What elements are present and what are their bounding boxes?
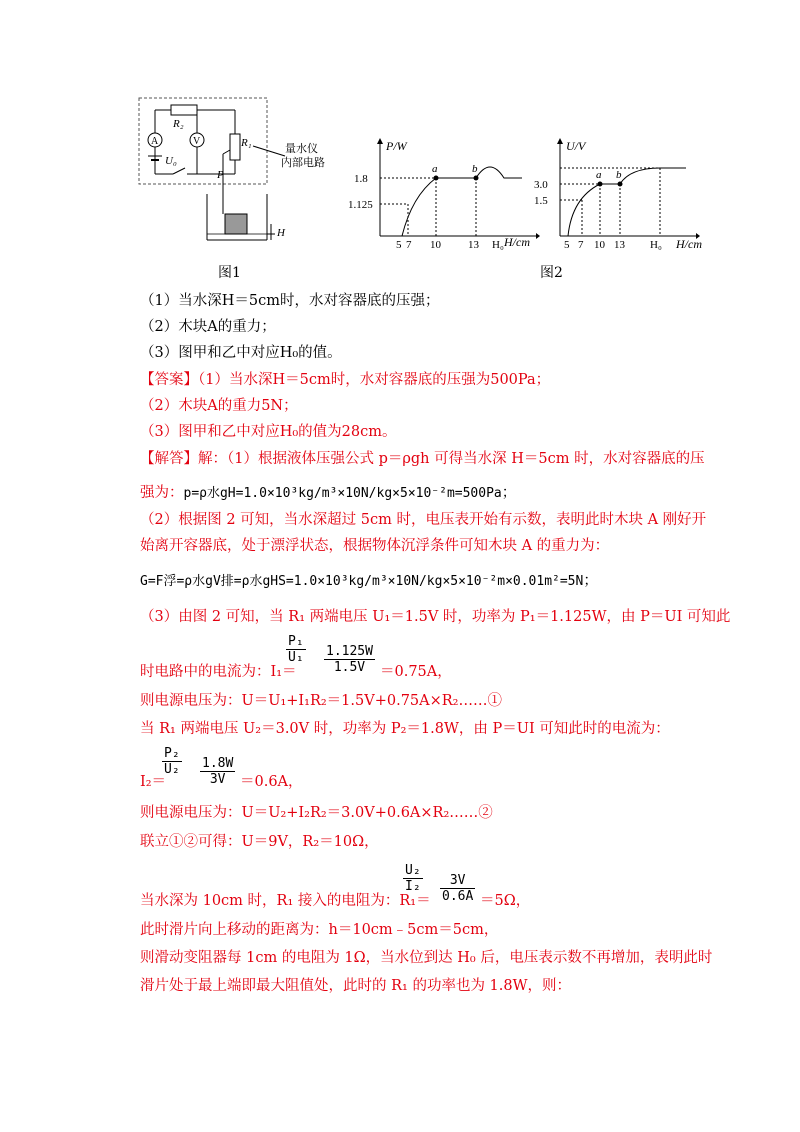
solution-p3-line-7: 联立①②可得：U＝9V，R₂＝10Ω， — [140, 834, 379, 850]
solution-p3-equation-2: 则电源电压为：U＝U₂+I₂R₂＝3.0V+0.6A×R₂……② — [140, 805, 493, 821]
question-1: （1）当水深H＝5cm时，水对容器底的压强； — [140, 293, 440, 309]
svg-text:a: a — [432, 163, 438, 175]
fraction-p2-u2: $\frac{\text{P₂}}{\text{U₂}}$ — [164, 746, 180, 777]
svg-text:A: A — [151, 136, 159, 147]
wooden-block-a — [225, 214, 247, 234]
solution-p2-line-2: 始离开容器底，处于漂浮状态，根据物体沉浮条件可知木块 A 的重力为： — [140, 538, 610, 554]
svg-text:H/cm: H/cm — [504, 235, 530, 249]
svg-text:13: 13 — [614, 239, 625, 251]
svg-text:内部电路: 内部电路 — [281, 157, 325, 169]
svg-text:7: 7 — [406, 239, 412, 251]
figure2-left-graph — [340, 136, 540, 256]
svg-text:b: b — [472, 163, 478, 175]
fraction-p1-u1: $\frac{\text{P₁}}{\text{U₁}}$ — [288, 634, 304, 665]
svg-text:U/V: U/V — [566, 139, 586, 153]
fraction-value-3: $\frac{3V}{0.6A}$ — [442, 873, 474, 904]
answer-line-1: 【答案】（1）当水深H＝5cm时，水对容器底的压强为500Pa； — [140, 372, 551, 388]
svg-text:R₁: R₁ — [241, 137, 252, 149]
svg-text:10: 10 — [430, 239, 441, 251]
pressure-formula: p=ρ水gH=1.0×10³kg/m³×10N/kg×5×10⁻²m=500Pa — [183, 486, 502, 501]
solution-p2-line-1: （2）根据图 2 可知，当水深超过 5cm 时，电压表开始有示数，表明此时木块 A 刚好开 — [140, 512, 707, 528]
solution-p3-line-11: 滑片处于最上端即最大阻值处，此时的 R₁ 的功率也为 1.8W，则： — [140, 978, 572, 994]
svg-text:H: H — [277, 227, 285, 239]
solution-line-1: 【解答】解：（1）根据液体压强公式 p＝ρgh 可得当水深 H＝5cm 时，水对容器底的压 — [140, 451, 705, 467]
svg-text:V: V — [193, 136, 201, 147]
solution-line-2: 强为：p=ρ水gH=1.0×10³kg/m³×10N/kg×5×10⁻²m=500Pa； — [140, 485, 517, 501]
fraction-value-2: $\frac{1.8W}{3V}$ — [202, 756, 234, 787]
svg-text:H₀: H₀ — [650, 239, 662, 251]
svg-text:5: 5 — [564, 239, 570, 251]
solution-p3-equation-1: 则电源电压为：U＝U₁+I₁R₂＝1.5V+0.75A×R₂……① — [140, 693, 502, 709]
question-2: （2）木块A的重力； — [140, 319, 276, 335]
svg-text:10: 10 — [594, 239, 605, 251]
resistor-r1 — [230, 134, 240, 160]
svg-text:3.0: 3.0 — [534, 179, 548, 191]
svg-text:H₀: H₀ — [492, 239, 504, 251]
svg-text:13: 13 — [468, 239, 479, 251]
svg-text:a: a — [596, 169, 602, 181]
svg-text:1.8: 1.8 — [354, 173, 368, 185]
fraction-u2-i2: $\frac{\text{U₂}}{\text{I₂}}$ — [405, 863, 421, 894]
svg-text:P: P — [217, 169, 224, 181]
svg-text:b: b — [616, 169, 622, 181]
svg-text:H/cm: H/cm — [676, 237, 702, 251]
solution-p3-line-10: 则滑动变阻器每 1cm 的电阻为 1Ω，当水位到达 H₀ 后，电压表示数不再增加，表明此时 — [140, 950, 713, 966]
resistor-r2 — [171, 105, 197, 115]
current-1-result: ＝0.75A， — [380, 664, 452, 680]
svg-text:1.125: 1.125 — [348, 199, 373, 211]
current-2-result: ＝0.6A， — [240, 774, 303, 790]
solution-tag: 【解答】 — [140, 451, 198, 467]
svg-text:7: 7 — [578, 239, 584, 251]
svg-text:1.5: 1.5 — [534, 195, 548, 207]
solution-p3-line-4: 当 R₁ 两端电压 U₂＝3.0V 时，功率为 P₂＝1.8W，由 P＝UI 可知此时的电流为： — [140, 721, 670, 737]
solution-p3-current-2: I₂＝ — [140, 774, 167, 790]
solution-p3-line-9: 此时滑片向上移动的距离为：h＝10cm﹣5cm＝5cm， — [140, 922, 499, 938]
svg-text:P/W: P/W — [386, 139, 407, 153]
svg-text:量水仪: 量水仪 — [285, 143, 318, 155]
gravity-formula: G=F浮=ρ水gV排=ρ水gHS=1.0×10³kg/m³×10N/kg×5×10⁻²m×0.01m²=5N — [140, 574, 584, 589]
answer-line-3: （3）图甲和乙中对应H₀的值为28cm。 — [140, 424, 397, 440]
label-r2: R₂ — [173, 118, 184, 130]
answer-line-2: （2）木块A的重力5N； — [140, 398, 298, 414]
svg-text:5: 5 — [396, 239, 402, 251]
solution-p2-formula: G=F浮=ρ水gV排=ρ水gHS=1.0×10³kg/m³×10N/kg×5×10⁻²m×0.01m²=5N； — [140, 573, 598, 589]
answer-tag: 【答案】 — [140, 372, 198, 388]
solution-p3-line-1: （3）由图 2 可知，当 R₁ 两端电压 U₁＝1.5V 时，功率为 P₁＝1.125W，由 P＝UI 可知此 — [140, 609, 731, 625]
figure1-caption: 图1 — [218, 265, 241, 281]
solution-p3-current-1: 时电路中的电流为：I₁＝ — [140, 664, 297, 680]
question-3: （3）图甲和乙中对应H₀的值。 — [140, 345, 342, 361]
figure2-right-graph — [520, 136, 710, 256]
figure1-circuit — [135, 94, 335, 254]
fraction-value-1: $\frac{1.125W}{1.5V}$ — [326, 644, 373, 675]
figure2-caption: 图2 — [540, 265, 563, 281]
solution-p3-r1: 当水深为 10cm 时，R₁ 接入的电阻为：R₁＝ — [140, 893, 431, 909]
r1-result: ＝5Ω， — [480, 893, 531, 909]
svg-text:U₀: U₀ — [165, 155, 177, 167]
